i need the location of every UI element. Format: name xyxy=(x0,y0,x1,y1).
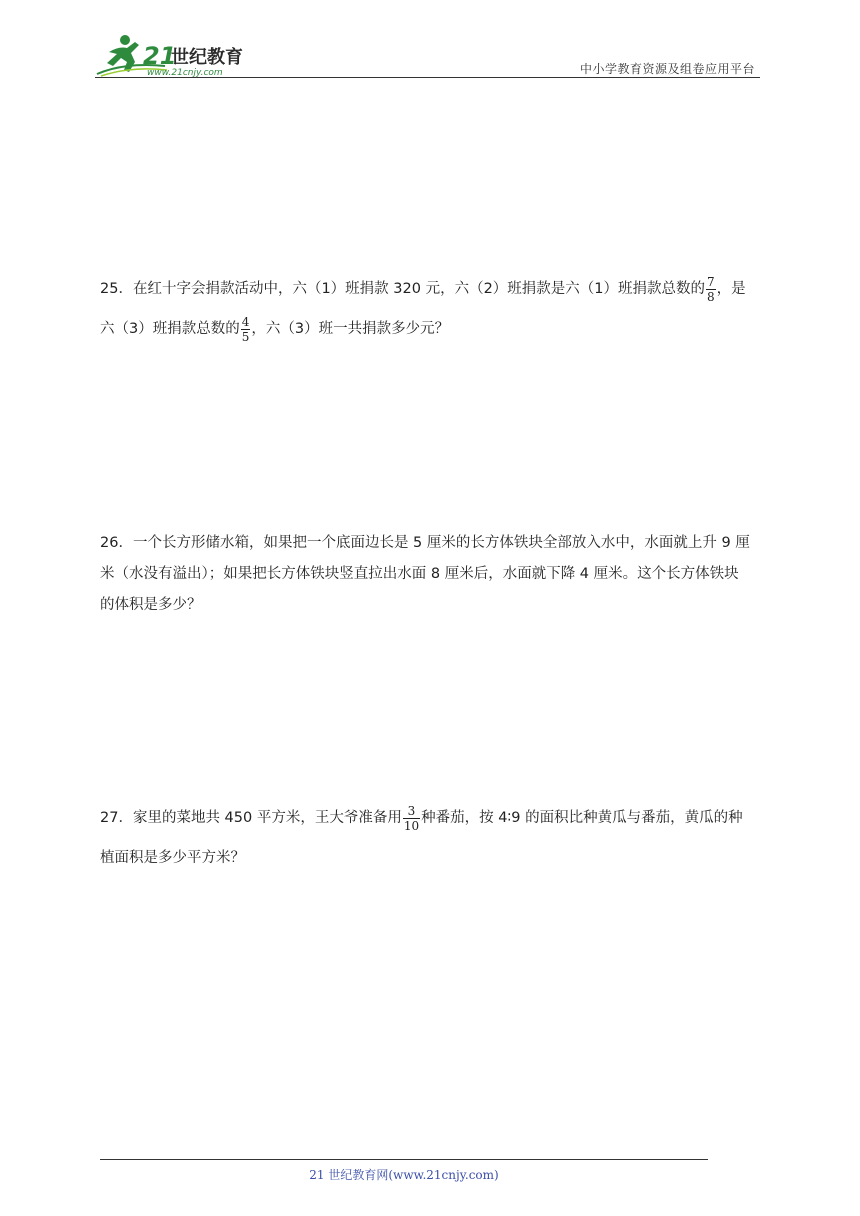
header-divider xyxy=(95,77,760,78)
question-25-line-2 xyxy=(100,314,762,345)
page-header xyxy=(95,30,760,80)
fraction-numerator: 7 xyxy=(707,274,715,289)
svg-text:www.21cnjy.com: www.21cnjy.com xyxy=(147,68,223,78)
question-25-text-d: ，六（3）班一共捐款多少元？ xyxy=(251,321,450,337)
question-25-text-b: ，是 xyxy=(716,281,746,297)
fraction-denominator: 5 xyxy=(241,329,250,344)
fraction-numerator: 3 xyxy=(403,804,420,819)
site-logo xyxy=(95,32,270,78)
question-25-text-a: 25．在红十字会捐款活动中，六（1）班捐款 320 元，六（2）班捐款是六（1）班捐款总数的 xyxy=(100,281,706,297)
fraction-denominator: 10 xyxy=(403,818,420,833)
footer-site-link[interactable]: 21 世纪教育网(www.21cnjy.com) xyxy=(309,1168,499,1182)
question-25-line-1 xyxy=(100,274,762,305)
fraction-denominator: 8 xyxy=(707,289,715,304)
question-27-text-b: 种番茄，按 4∶9 的面积比种黄瓜与番茄，黄瓜的种 xyxy=(421,810,743,826)
question-25-text-c: 六（3）班捐款总数的 xyxy=(100,321,240,337)
question-27-text-a: 27．家里的菜地共 450 平方米，王大爷准备用 xyxy=(100,810,402,826)
question-27-line-2: 植面积是多少平方米？ xyxy=(100,850,245,866)
question-26-line-2: 米（水没有溢出）；如果把长方体铁块竖直拉出水面 8 厘米后，水面就下降 4 厘米。这个长方体铁块 xyxy=(100,566,739,582)
question-27 xyxy=(100,803,762,874)
fraction-numerator: 4 xyxy=(241,314,250,329)
question-26 xyxy=(100,528,762,621)
question-25 xyxy=(100,274,762,345)
question-26-line-1: 26．一个长方形储水箱，如果把一个底面边长是 5 厘米的长方体铁块全部放入水中，水面就上升 9 厘 xyxy=(100,535,750,551)
fraction-4-5 xyxy=(241,315,251,344)
fraction-7-8 xyxy=(706,275,716,304)
runner-logo-icon xyxy=(95,32,270,78)
question-27-line-1 xyxy=(100,803,762,834)
svg-text:21: 21 xyxy=(143,42,177,70)
header-platform-name: 中小学教育资源及组卷应用平台 xyxy=(579,62,755,76)
fraction-3-10 xyxy=(403,804,420,833)
footer-divider xyxy=(100,1159,708,1160)
question-26-line-3: 的体积是多少？ xyxy=(100,597,202,613)
svg-text:世纪教育: 世纪教育 xyxy=(171,47,243,68)
